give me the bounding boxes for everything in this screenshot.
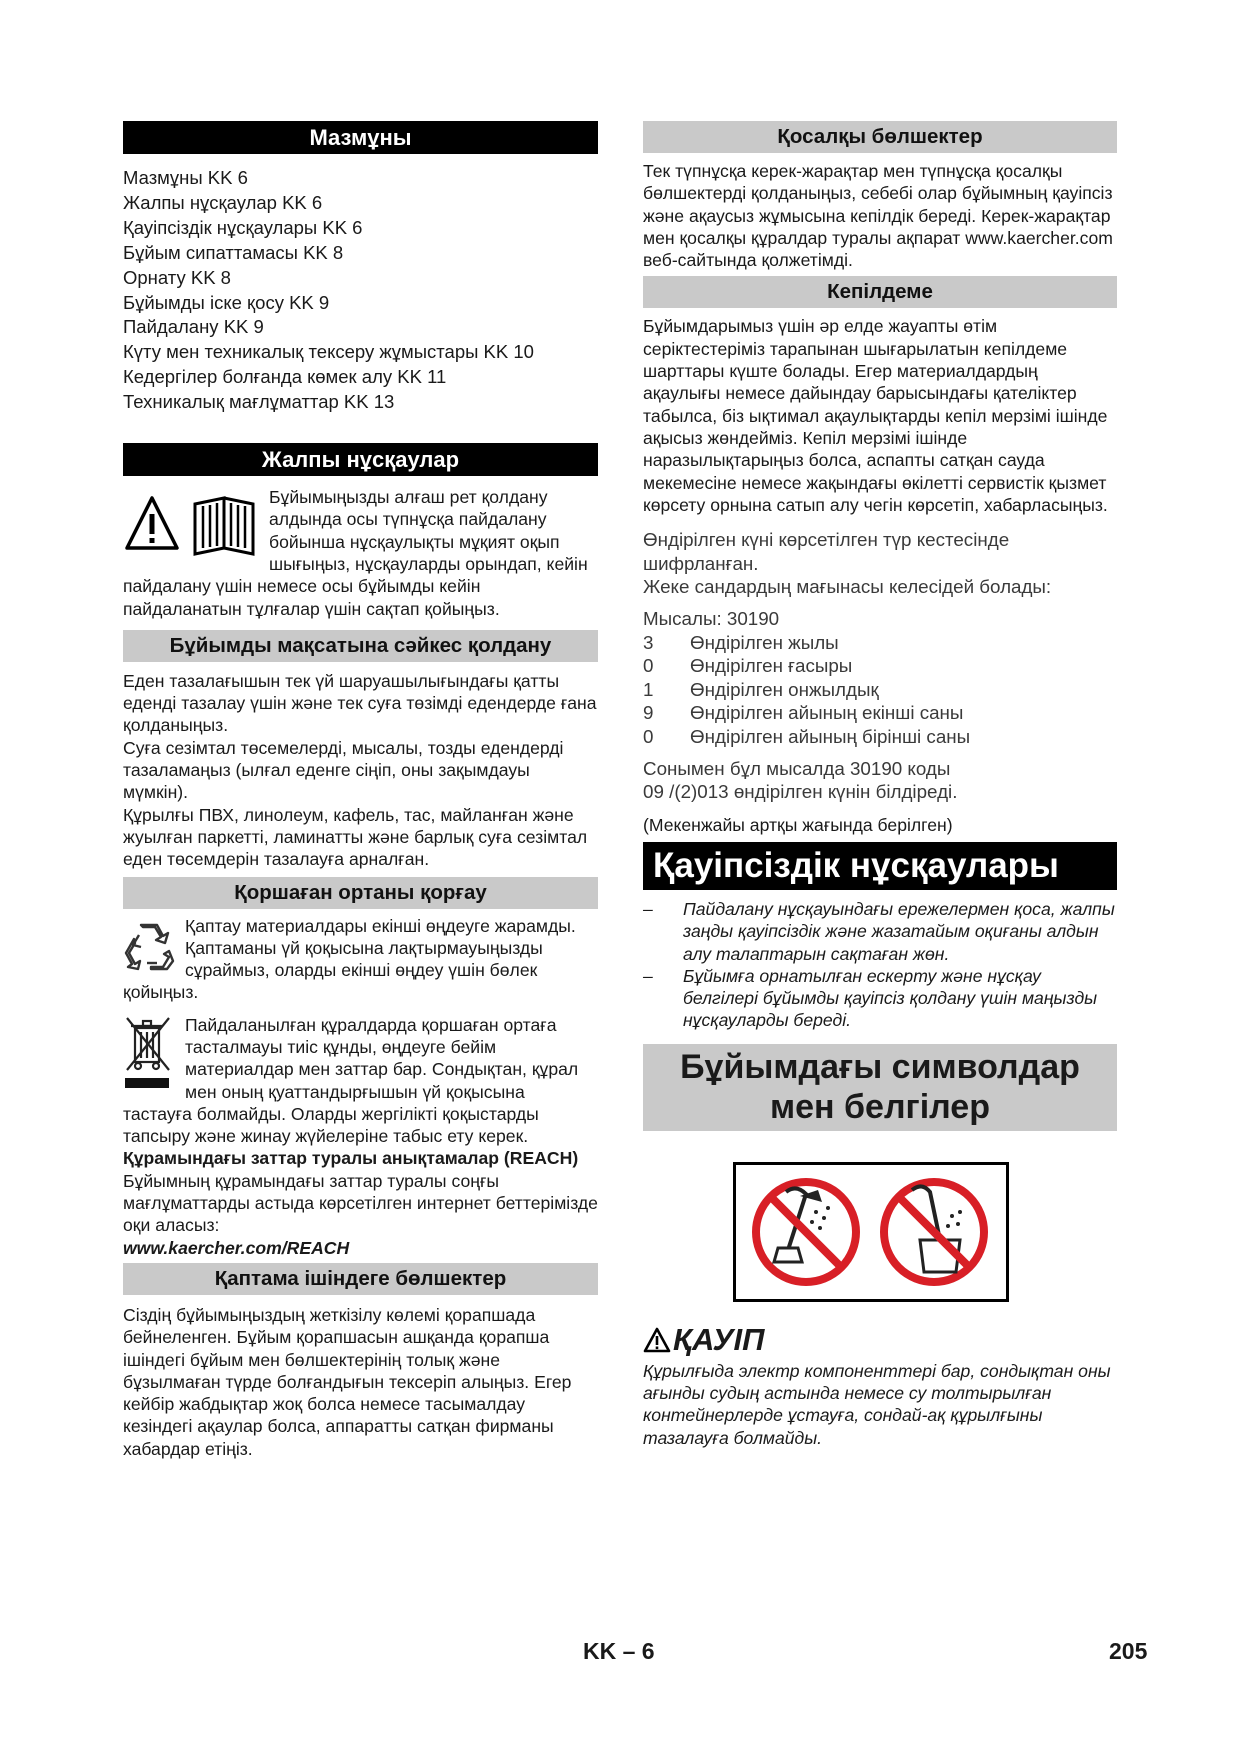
- symbols-title-line1: Бұйымдағы символдар: [680, 1047, 1080, 1086]
- page-code: KK – 6: [583, 1638, 655, 1664]
- toc-item[interactable]: Күту мен техникалық тексеру жұмыстары KK 10: [123, 341, 534, 363]
- date-code-meaning: Өндірілген ғасыры: [690, 655, 853, 677]
- date-code-rows: [643, 631, 1117, 749]
- environment-p2: Пайдаланылған құралдарда қоршаған ортаға тасталмауы тиіс құнды, өңдеуге бейім материалдар мен заттар бар. Сондықтан, құрал мен оның қуаттандырғышын үй қоқысына тастауға болмайды. Оларды жергілікті қоқыстарды тапсыру және жинау жүйелеріне табыс ету керек.: [123, 1014, 579, 1147]
- danger-triangle-icon: [643, 1327, 671, 1353]
- warranty-text: Бұйымдарымыз үшін әр елде жауапты өтім серіктестеріміз тарапынан шығарылатын кепілдеме шарттары күште болады. Егер материалдардың ақаулығы немесе дайындау барысындағы қателіктер табылса, біз ықтимал ақаулықтарды кепіл мерзімі ішінде ақысыз жөндейміз. Кепіл мерзімі ішінде наразылықтарыңыз болса, аспапты сатқан сауда мекемесіне немесе жақындағы өкілетті сервистік қызмет көрсету орнына сатып алу чегін көрсетіп, хабарласыңыз.: [643, 316, 1108, 515]
- danger-label: ҚАУІП: [673, 1321, 765, 1357]
- date-code-digit: 0: [643, 725, 654, 747]
- danger-heading: [643, 1322, 1117, 1358]
- page-number: 205: [1109, 1638, 1148, 1664]
- safety-item: [643, 898, 1117, 965]
- date-code-row: [643, 631, 1117, 655]
- date-code-digit: 9: [643, 702, 654, 724]
- safety-list: [643, 898, 1117, 1032]
- toc-item[interactable]: Мазмұны KK 6: [123, 167, 248, 188]
- date-code-row: [643, 654, 1117, 678]
- crossed-bin-icon: [123, 1014, 173, 1090]
- recycling-icon: [123, 921, 175, 973]
- date-code-example: Мысалы: 30190: [643, 607, 780, 629]
- date-code-meaning: Өндірілген онжылдық: [690, 678, 879, 700]
- intended-use-p3: Құрылғы ПВХ, линолеум, кафель, тас, майланған және жуылған паркетті, ламинатты және барлық суға сезімтал еден төсемдерін тазалауға арналған.: [123, 804, 588, 870]
- date-code-row: [643, 678, 1117, 702]
- prohibition-symbols: [733, 1162, 1009, 1302]
- date-code-conclusion2: 09 /(2)013 өндірілген күнін білдіреді.: [643, 781, 958, 803]
- danger-text: Құрылғыда электр компоненттері бар, сондықтан оны ағынды судың астында немесе су толтырылған контейнерлерде ұстауға, сондай-ақ құрылғыны тазалауға болмайды.: [643, 1360, 1111, 1448]
- date-code-meaning: Өндірілген айының бірінші саны: [690, 725, 971, 747]
- symbols-header: [643, 1044, 1117, 1131]
- safety-item-text: Бұйымға орнатылған ескерту және нұсқау белгілері бұйымды қауіпсіз қолдану үшін маңызды нұсқауларды береді.: [683, 965, 1098, 1031]
- toc-item[interactable]: Орнату KK 8: [123, 266, 231, 288]
- date-code-meaning: Өндірілген жылы: [690, 631, 839, 653]
- symbols-title-line2: мен белгілер: [770, 1087, 990, 1126]
- address-note: (Мекенжайы артқы жағында берілген): [643, 814, 953, 835]
- date-code-meaning: Өндірілген айының екінші саны: [690, 702, 964, 724]
- spare-parts-text: Тек түпнұсқа керек-жарақтар мен түпнұсқа қосалқы бөлшектерді қолданыңыз, себебі олар бұйымның қауіпсіз және ақаусыз жұмысына кепілдік береді. Керек-жарақтар мен қосалқы құралдар туралы ақпарат www.kaercher.com веб-сайтында қолжетімді.: [643, 161, 1113, 271]
- intended-use-p2: Суға сезімтал төсемелерді, мысалы, тозды едендерді тазаламаңыз (ылғал еденге сіңіп, оны зақымдауы мүмкін).: [123, 737, 564, 803]
- date-code-row: [643, 701, 1117, 725]
- general-section: [123, 486, 598, 620]
- environment-header: Қоршаған ортаны қорғау: [123, 877, 598, 909]
- toc-item[interactable]: Кедергілер болғанда көмек алу KK 11: [123, 366, 447, 388]
- toc-item[interactable]: Пайдалану KK 9: [123, 316, 264, 338]
- no-water-prohibition-icons: [736, 1165, 1006, 1299]
- warning-manual-icons: [123, 494, 269, 564]
- safety-item: [643, 965, 1117, 1032]
- toc-item[interactable]: Бұйым сипаттамасы KK 8: [123, 241, 344, 263]
- warning-triangle-and-book-icon: [123, 494, 269, 556]
- date-code-line1: Өндірілген күні көрсетілген түр кестесінде шифрланған.: [643, 529, 1010, 574]
- general-text: Бұйымыңызды алғаш рет қолдану алдында осы түпнұсқа пайдалану бойынша нұсқаулықты мұқият оқып шығыңыз, нұсқауларды орындап, кейін пайдалану үшін немесе осы бұйымды кейін пайдаланатын тұлғалар үшін сақтап қойыңыз.: [123, 487, 588, 619]
- right-column: [643, 121, 1117, 1449]
- date-code-digit: 1: [643, 678, 654, 700]
- contents-text: Сіздің бұйымыңыздың жеткізілу көлемі қорапшада бейнеленген. Бұйым қорапшасын ашқанда қорапша ішіндегі бұйым мен бөлшектерінің толық және бұзылмаған түрде болғандығын тексеріп алыңыз. Егер кейбір жабдықтар жоқ болса немесе тасымалдау кезіндегі ақаулар болса, аппаратты сатқан фирманы хабардар етіңіз.: [123, 1304, 572, 1459]
- no-rinsing-icon: [756, 1182, 856, 1282]
- toc-item[interactable]: Қауіпсіздік нұсқаулары KK 6: [123, 216, 363, 238]
- dash-bullet: –: [643, 898, 653, 919]
- reach-link[interactable]: www.kaercher.com/REACH: [123, 1237, 350, 1258]
- left-column: [123, 121, 598, 1460]
- spare-parts-header: Қосалқы бөлшектер: [643, 121, 1117, 153]
- date-code-line2: Жеке сандардың мағынасы келесідей болады:: [643, 576, 1052, 598]
- date-code-digit: 3: [643, 631, 654, 653]
- reach-title: Құрамындағы заттар туралы анықтамалар (REACH): [123, 1148, 579, 1169]
- toc-header: Мазмұны: [123, 121, 598, 154]
- toc-item[interactable]: Бұйымды іске қосу KK 9: [123, 291, 330, 313]
- intended-use-header: Бұйымды мақсатына сәйкес қолдану: [123, 630, 598, 662]
- safety-header: Қауіпсіздік нұсқаулары: [643, 842, 1117, 890]
- recycling-block: [123, 915, 598, 1004]
- dash-bullet: –: [643, 965, 653, 986]
- no-bucket-icon: [884, 1182, 984, 1282]
- date-code-row: [643, 725, 1117, 749]
- safety-item-text: Пайдалану нұсқауындағы ережелермен қоса, жалпы заңды қауіпсіздік және жазатайым оқиғаны алдын алу талаптарын сақтаған жөн.: [683, 898, 1115, 964]
- recycling-icon-wrap: [123, 921, 185, 981]
- warranty-header: Кепілдеме: [643, 276, 1117, 308]
- toc-list: [123, 166, 598, 415]
- date-code-block: [643, 528, 1117, 804]
- general-header: Жалпы нұсқаулар: [123, 443, 598, 476]
- environment-p1: Қаптау материалдары екінші өңдеуге жарамды. Қаптаманы үй қоқысына лақтырмауыңызды сұраймыз, оларды екінші өңдеу үшін бөлек қойыңыз.: [123, 915, 576, 1003]
- intended-use-p1: Еден тазалағышын тек үй шаруашылығындағы қатты еденді тазалау үшін және тек суға төзімді едендерде ғана қолданыңыз.: [123, 670, 597, 736]
- contents-header: Қаптама ішіндеге бөлшектер: [123, 1263, 598, 1295]
- date-code-digit: 0: [643, 655, 654, 677]
- toc-item[interactable]: Жалпы нұсқаулар KK 6: [123, 191, 323, 213]
- date-code-conclusion1: Сонымен бұл мысалда 30190 коды: [643, 757, 951, 779]
- weee-block: [123, 1014, 598, 1148]
- toc-item[interactable]: Техникалық мағлұматтар KK 13: [123, 391, 395, 413]
- reach-text: Бұйымның құрамындағы заттар туралы соңғы мағлұматтарды астыда көрсетілген интернет беттерімізде оқи аласыз:: [123, 1170, 598, 1236]
- weee-icon-wrap: [123, 1014, 185, 1094]
